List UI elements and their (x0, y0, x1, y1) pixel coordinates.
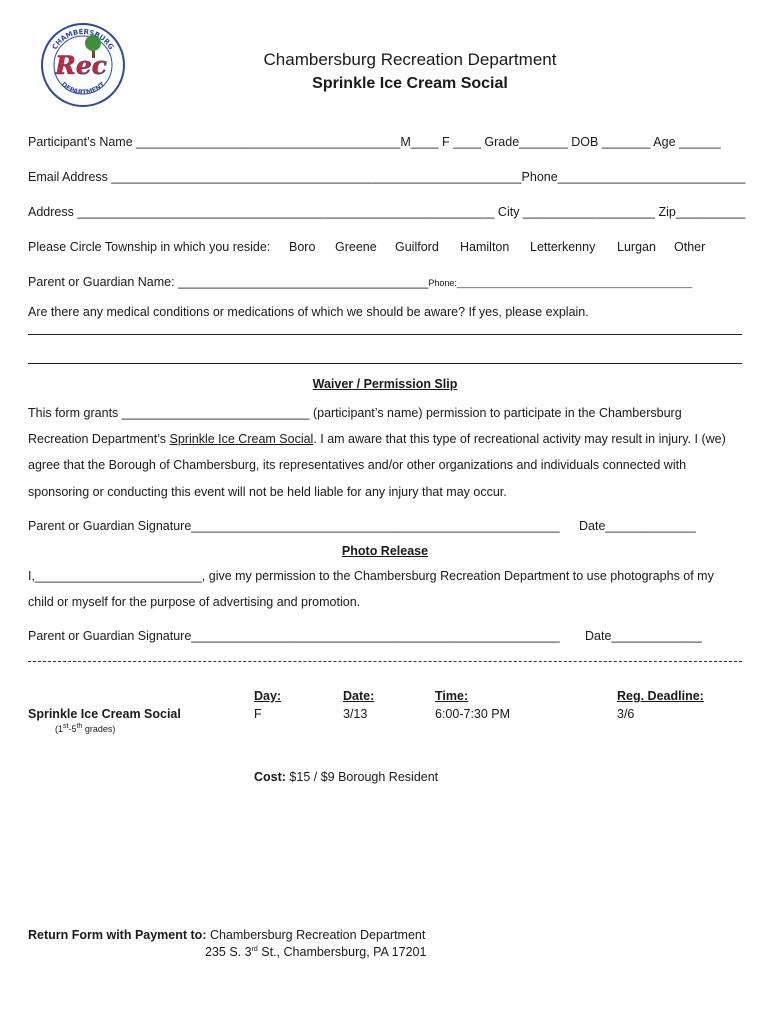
program-grades (55, 723, 115, 734)
grades-sup2: th (76, 723, 83, 730)
program-name: Sprinkle Ice Cream Social (28, 707, 181, 721)
waiver-heading: Waiver / Permission Slip (312, 377, 458, 391)
photo-date-field[interactable]: Date_____________ (585, 629, 702, 643)
grades-mid: -5 (68, 724, 77, 734)
email-phone-line[interactable]: Email Address ___________________________________________________________Phone___________________________ (28, 170, 746, 184)
guardian-phone-field[interactable]: Phone:_______________________________________________ (428, 278, 693, 288)
waiver-text-4: sponsoring or conducting this event will not be held liable for any injury that may occur. (28, 485, 507, 499)
photo-release-text-1[interactable]: I,________________________, give my permission to the Chambersburg Recreation Department to use photographs of my (28, 569, 714, 583)
date-value: 3/13 (343, 707, 368, 721)
medical-answer-line-1[interactable] (28, 334, 742, 335)
department-title: Chambersburg Recreation Department (263, 50, 557, 69)
township-letterkenny[interactable]: Letterkenny (530, 240, 596, 254)
date-label: Date: (343, 689, 375, 703)
return-label: Return Form with Payment to: (28, 928, 207, 942)
time-value: 6:00-7:30 PM (435, 707, 511, 721)
waiver-text-2-pre: Recreation Department’s (28, 432, 170, 446)
day-value: F (254, 707, 262, 721)
logo-bottom-text: DEPARTMENT (59, 80, 107, 97)
waiver-text-1[interactable]: This form grants ___________________________ (participant’s name) permission to participate in the Chambersburg (28, 406, 682, 420)
waiver-event-name: Sprinkle Ice Cream Social (169, 432, 314, 446)
time-label: Time: (435, 689, 469, 703)
township-label: Please Circle Township in which you reside: (28, 240, 271, 254)
day-label: Day: (254, 689, 282, 703)
return-address (205, 945, 426, 959)
photo-release-heading: Photo Release (341, 544, 429, 558)
address-line[interactable]: Address ____________________________________________________________ City ___________________ Zip__________ (28, 205, 746, 219)
return-org: Chambersburg Recreation Department (206, 928, 426, 942)
address-sup: rd (251, 945, 258, 953)
cost-line (254, 770, 438, 784)
event-title: Sprinkle Ice Cream Social (312, 75, 508, 92)
guardian-name-field[interactable]: Parent or Guardian Name: ____________________________________ (28, 275, 429, 289)
medical-answer-line-2[interactable] (28, 363, 742, 364)
cut-line (28, 661, 742, 662)
logo-top-text: CHAMBERSBURG (50, 27, 116, 52)
waiver-date-field[interactable]: Date_____________ (579, 519, 696, 533)
grades-pre: (1 (55, 724, 64, 734)
waiver-text-2 (28, 432, 726, 446)
waiver-text-2-post: . I am aware that this type of recreational activity may result in injury. I (we) (313, 432, 726, 446)
photo-signature-field[interactable]: Parent or Guardian Signature_____________________________________________________ (28, 629, 560, 643)
photo-release-text-2: child or myself for the purpose of advertising and promotion. (28, 595, 361, 609)
cost-label: Cost: (254, 770, 286, 784)
township-other[interactable]: Other (674, 240, 706, 254)
waiver-signature-field[interactable]: Parent or Guardian Signature_____________________________________________________ (28, 519, 560, 533)
grades-sup1: st (63, 723, 69, 730)
deadline-value: 3/6 (617, 707, 635, 721)
address-pre: 235 S. 3 (205, 945, 252, 959)
township-hamilton[interactable]: Hamilton (460, 240, 510, 254)
return-line (28, 928, 425, 942)
township-lurgan[interactable]: Lurgan (617, 240, 656, 254)
township-guilford[interactable]: Guilford (395, 240, 439, 254)
waiver-text-3: agree that the Borough of Chambersburg, its representatives and/or other organizations and individuals connected with (28, 458, 687, 472)
deadline-label: Reg. Deadline: (617, 689, 704, 703)
grades-post: grades) (82, 724, 116, 734)
participant-line[interactable]: Participant’s Name ______________________________________M____ F ____ Grade_______ DOB _______ Age ______ (28, 135, 721, 149)
cost-value: $15 / $9 Borough Resident (285, 770, 439, 784)
township-boro[interactable]: Boro (289, 240, 316, 254)
township-greene[interactable]: Greene (335, 240, 377, 254)
address-post: St., Chambersburg, PA 17201 (257, 945, 427, 959)
guardian-name-line[interactable] (28, 275, 692, 289)
logo-main-text: Rec (55, 51, 107, 80)
medical-question: Are there any medical conditions or medications of which we should be aware? If yes, please explain. (28, 305, 589, 319)
